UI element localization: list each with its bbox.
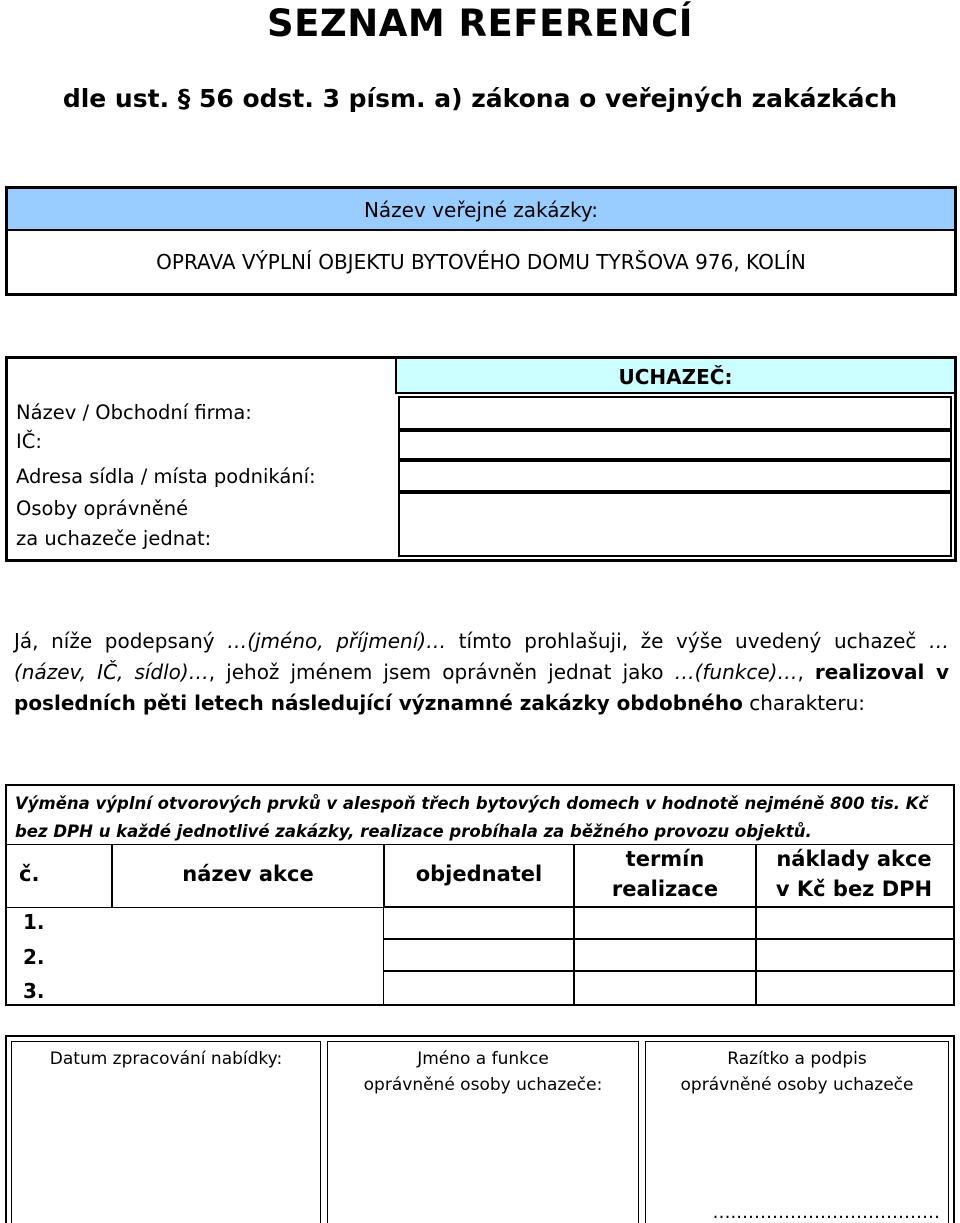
references-table bbox=[5, 784, 955, 1006]
document-subtitle: dle ust. § 56 odst. 3 písm. a) zákona o veřejných zakázkách bbox=[62, 84, 898, 113]
row3-cost-cell[interactable] bbox=[755, 970, 953, 1004]
date-cell[interactable] bbox=[11, 1041, 321, 1223]
row-number-1: 1. bbox=[23, 910, 45, 934]
row1-term-cell[interactable] bbox=[573, 906, 757, 940]
date-label: Datum zpracování nabídky: bbox=[49, 1049, 283, 1069]
name-label-2: oprávněné osoby uchazeče: bbox=[363, 1075, 603, 1095]
contract-box bbox=[5, 186, 957, 296]
column-cost-line1: náklady akce bbox=[776, 847, 932, 871]
contract-label: Název veřejné zakázky: bbox=[8, 189, 954, 231]
signature-box bbox=[5, 1035, 955, 1223]
applicant-persons-label-2: za uchazeče jednat: bbox=[16, 527, 212, 550]
row3-term-cell[interactable] bbox=[573, 970, 757, 1004]
declaration-text-2: tímto prohlašuji, že výše uvedený uchazeč bbox=[446, 629, 929, 653]
applicant-name-field[interactable] bbox=[398, 396, 952, 430]
applicant-box bbox=[5, 356, 957, 562]
applicant-heading: UCHAZEČ: bbox=[395, 359, 954, 394]
declaration-name-placeholder: …(jméno, příjmení)… bbox=[227, 629, 447, 653]
declaration-text-4: , bbox=[797, 660, 815, 684]
date-column bbox=[7, 1037, 325, 1223]
applicant-ic-field[interactable] bbox=[398, 430, 952, 460]
row2-cost-cell[interactable] bbox=[755, 938, 953, 972]
stamp-column bbox=[641, 1037, 953, 1223]
column-term-line2: realizace bbox=[611, 877, 719, 901]
applicant-fields bbox=[398, 396, 952, 557]
stamp-label-2: oprávněné osoby uchazeče bbox=[680, 1075, 914, 1095]
row1-cost-cell[interactable] bbox=[755, 906, 953, 940]
declaration-bold-text: realizoval v posledních pěti letech následující významné zakázky obdobného bbox=[14, 660, 950, 715]
applicant-ic-label: IČ: bbox=[16, 430, 42, 453]
stamp-label-1: Razítko a podpis bbox=[727, 1049, 867, 1069]
applicant-persons-label-1: Osoby oprávněné bbox=[16, 497, 189, 520]
stamp-cell[interactable] bbox=[645, 1041, 949, 1223]
column-cost-line2: v Kč bez DPH bbox=[775, 877, 933, 901]
applicant-address-field[interactable] bbox=[398, 460, 952, 492]
row-number-3: 3. bbox=[23, 979, 45, 1003]
declaration-text-1: Já, níže podepsaný bbox=[14, 629, 228, 653]
applicant-persons-field[interactable] bbox=[398, 492, 952, 557]
name-cell[interactable] bbox=[327, 1041, 639, 1223]
declaration-function-placeholder: …(funkce)… bbox=[674, 660, 798, 684]
declaration-paragraph bbox=[14, 626, 949, 719]
column-name: název akce bbox=[182, 862, 314, 886]
name-label-1: Jméno a funkce bbox=[417, 1049, 549, 1069]
applicant-address-label: Adresa sídla / místa podnikání: bbox=[16, 465, 316, 488]
applicant-name-label: Název / Obchodní firma: bbox=[16, 401, 252, 424]
row-number-2: 2. bbox=[23, 945, 45, 969]
references-description: Výměna výplní otvorových prvků v alespoň třech bytových domech v hodnotě nejméně 800 tis. Kč bez DPH u každé jednotlivé zakázky, realizace probíhala za běžného provozu objektů. bbox=[15, 794, 929, 841]
row2-client-cell[interactable] bbox=[383, 938, 575, 972]
row1-client-cell[interactable] bbox=[383, 906, 575, 940]
applicant-labels bbox=[8, 359, 393, 559]
row3-client-cell[interactable] bbox=[383, 970, 575, 1004]
column-term-line1: termín bbox=[625, 847, 705, 871]
declaration-text-3: , jehož jménem jsem oprávněn jednat jako bbox=[208, 660, 675, 684]
document-title: SEZNAM REFERENCÍ bbox=[266, 2, 694, 45]
signature-dots: …..…………………………… bbox=[712, 1202, 940, 1223]
row2-term-cell[interactable] bbox=[573, 938, 757, 972]
contract-name: OPRAVA VÝPLNÍ OBJEKTU BYTOVÉHO DOMU TYRŠOVA 976, KOLÍN bbox=[156, 250, 806, 274]
column-client: objednatel bbox=[415, 862, 543, 886]
name-column bbox=[323, 1037, 643, 1223]
declaration-text-5: charakteru: bbox=[742, 691, 865, 715]
declaration-company-placeholder: …(název, IČ, sídlo)… bbox=[14, 629, 949, 684]
column-num: č. bbox=[19, 862, 40, 886]
